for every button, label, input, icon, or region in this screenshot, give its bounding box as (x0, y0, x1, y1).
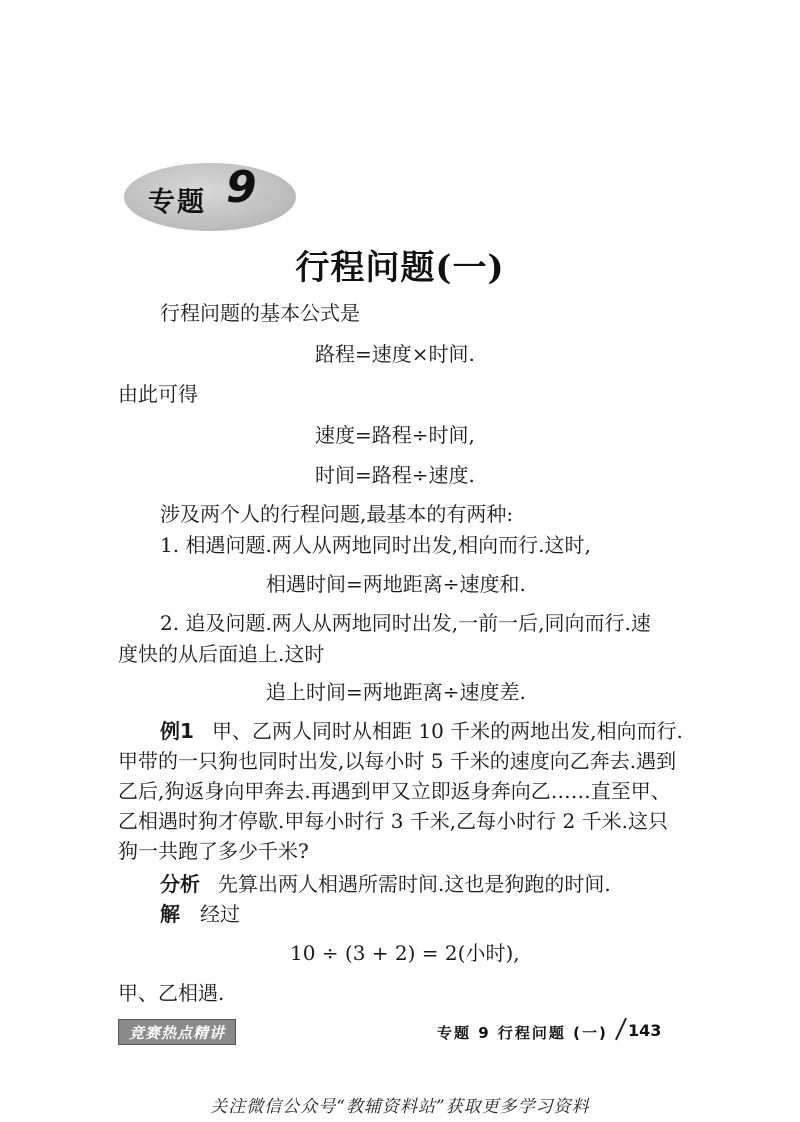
chase-formula: 追上时间=两地距离÷速度差. (266, 680, 526, 704)
analysis-text: 先算出两人相遇所需时间.这也是狗跑的时间. (218, 872, 611, 896)
formula-distance: 路程=速度×时间. (315, 342, 475, 366)
series-label-box: 竞赛热点精讲 (118, 1019, 236, 1045)
example-label: 例1 (160, 719, 194, 743)
formula-speed: 速度=路程÷时间, (315, 423, 475, 447)
footer-chapter-reference: 专题 9 行程问题 (一) (437, 1024, 608, 1042)
example-line2: 甲带的一只狗也同时出发,以每小时 5 千米的速度向乙奔去.遇到 (118, 749, 677, 773)
example-line1: 甲、乙两人同时从相距 10 千米的两地出发,相向而行. (212, 719, 683, 743)
solution-conclusion: 甲、乙相遇. (118, 981, 225, 1005)
analysis-label: 分析 (160, 872, 200, 896)
example-line3: 乙后,狗返身向甲奔去.再遇到甲又立即返身奔向乙……直至甲、 (118, 779, 671, 803)
watermark-text: 关注微信公众号“教辅资料站”获取更多学习资料 (210, 1097, 590, 1117)
two-person-intro: 涉及两个人的行程问题,最基本的有两种: (160, 502, 514, 526)
example-line4: 乙相遇时狗才停歇.甲每小时行 3 千米,乙每小时行 2 千米.这只 (118, 809, 668, 833)
chase-description-line1: 2. 追及问题.两人从两地同时出发,一前一后,同向而行.速 (160, 611, 651, 635)
page-title: 行程问题(一) (295, 248, 505, 288)
meeting-description: 1. 相遇问题.两人从两地同时出发,相向而行.这时, (160, 533, 591, 557)
formula-time: 时间=路程÷速度. (315, 463, 475, 487)
solution-text: 经过 (200, 902, 240, 926)
chase-description-line2: 度快的从后面追上.这时 (118, 642, 325, 666)
footer-slash-divider (615, 1018, 627, 1041)
chapter-badge-number: 9 (226, 162, 257, 213)
example-line5: 狗一共跑了多少千米? (118, 839, 309, 863)
solution-label: 解 (160, 902, 180, 926)
solution-formula: 10 ÷ (3 + 2) = 2(小时), (290, 941, 520, 965)
derive-text: 由此可得 (118, 382, 198, 406)
chapter-badge-label: 专题 (148, 187, 206, 218)
page-number: 143 (628, 1021, 662, 1040)
meeting-formula: 相遇时间=两地距离÷速度和. (266, 572, 526, 596)
intro-text: 行程问题的基本公式是 (160, 301, 360, 325)
